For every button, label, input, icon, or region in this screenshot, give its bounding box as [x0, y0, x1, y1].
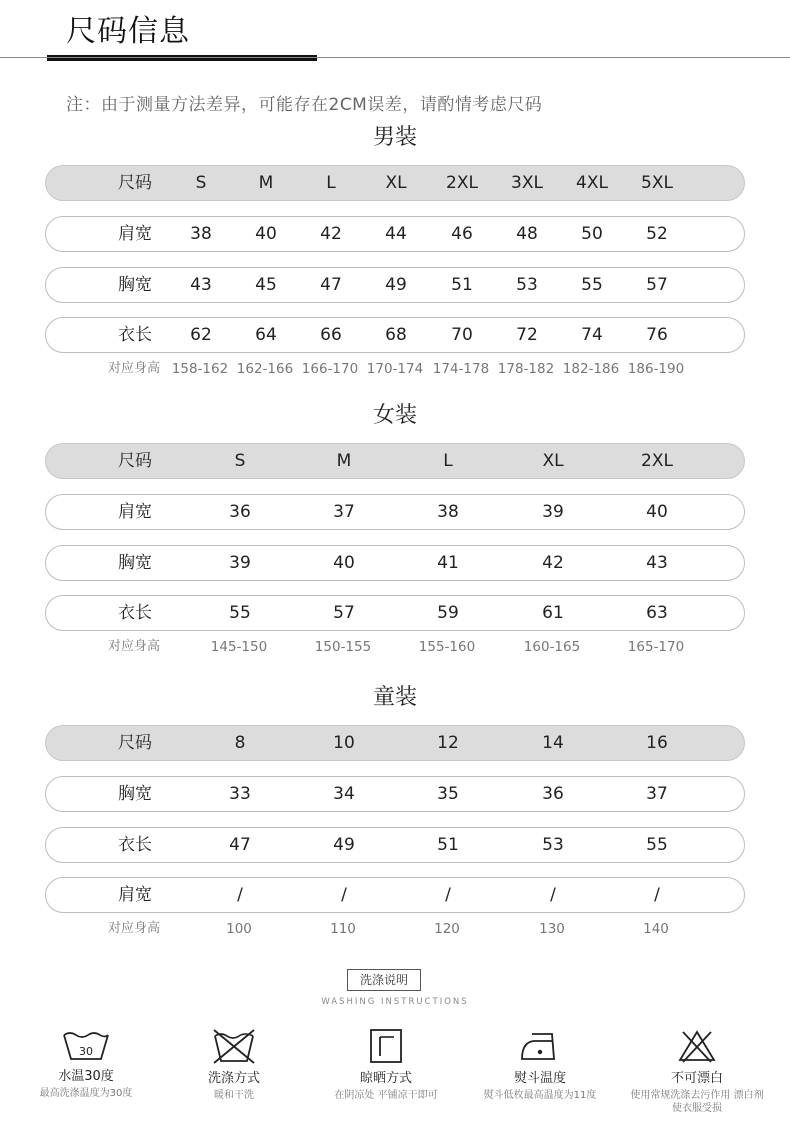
kids-size-header-row	[45, 725, 745, 761]
measure-value: 64	[255, 325, 277, 345]
care-desc: 在阴凉处 平铺凉干即可	[334, 1090, 438, 1101]
size-label: 3XL	[511, 173, 543, 193]
row-label: 衣长	[118, 603, 152, 623]
measurement-note: 注：由于测量方法差异，可能存在2CM误差，请酌情考虑尺码	[66, 95, 543, 115]
measure-value: 55	[646, 834, 668, 855]
measure-value: 39	[542, 502, 564, 522]
height-range: 155-160	[418, 639, 476, 655]
washing-instructions-label: 洗涤说明	[347, 969, 421, 991]
size-label: 2XL	[641, 451, 673, 471]
height-range: 100	[226, 921, 252, 937]
care-desc: 最高洗涤温度为30度	[39, 1088, 133, 1099]
size-label: XL	[385, 173, 407, 193]
men-measure-row	[45, 216, 745, 252]
care-title: 洗涤方式	[207, 1071, 260, 1086]
measure-value: 62	[190, 325, 212, 345]
line-dry-icon	[368, 1028, 404, 1064]
no-wash-icon	[212, 1028, 256, 1064]
men-measure-row	[45, 317, 745, 353]
size-label: 16	[646, 733, 668, 753]
divider	[0, 57, 790, 58]
washing-instructions-subtitle: WASHING INSTRUCTIONS	[321, 997, 469, 1007]
height-range: 150-155	[314, 639, 372, 655]
size-label: 4XL	[576, 173, 608, 193]
care-desc: 使用常规洗涤去污作用 漂白剂使衣服受损	[630, 1090, 764, 1114]
no-bleach-icon	[677, 1028, 717, 1064]
measure-value: 38	[190, 224, 212, 244]
measure-value: 63	[646, 603, 668, 623]
measure-value: 53	[516, 274, 538, 295]
care-item-wash-method	[164, 1028, 304, 1102]
measure-value: 47	[320, 274, 342, 295]
measure-value: 35	[437, 784, 459, 804]
care-item-dry-method	[316, 1028, 456, 1102]
measure-value: /	[237, 885, 243, 905]
row-label: 对应身高	[107, 921, 160, 936]
care-title: 水温30度	[58, 1069, 114, 1084]
height-range: 165-170	[627, 639, 685, 655]
measure-value: 44	[385, 224, 407, 244]
measure-value: /	[341, 885, 347, 905]
measure-value: 72	[516, 325, 538, 345]
care-item-iron-temp	[470, 1028, 610, 1102]
measure-value: 57	[646, 274, 668, 295]
measure-value: 40	[255, 224, 277, 244]
iron-icon	[518, 1028, 562, 1064]
size-label: 10	[333, 733, 355, 753]
size-label: M	[258, 173, 274, 193]
care-title: 晾晒方式	[359, 1071, 412, 1086]
size-label: S	[234, 451, 246, 471]
men-size-header-row	[45, 165, 745, 201]
measure-value: 49	[333, 834, 355, 855]
women-measure-row	[45, 545, 745, 581]
women-size-header-row	[45, 443, 745, 479]
measure-value: 70	[451, 325, 473, 345]
women-measure-row	[45, 494, 745, 530]
row-label: 对应身高	[107, 361, 160, 376]
measure-value: 37	[646, 784, 668, 804]
measure-value: 55	[229, 603, 251, 623]
measure-value: 34	[333, 784, 355, 804]
height-range: 145-150	[210, 639, 268, 655]
height-range: 120	[434, 921, 460, 937]
kids-measure-row	[45, 877, 745, 913]
row-label: 衣长	[118, 325, 152, 345]
men-height-row	[45, 359, 743, 379]
kids-measure-row	[45, 776, 745, 812]
measure-value: 41	[437, 552, 459, 573]
care-item-no-bleach	[627, 1028, 767, 1115]
measure-value: 66	[320, 325, 342, 345]
measure-value: /	[550, 885, 556, 905]
measure-value: 37	[333, 502, 355, 522]
kids-section-title: 童装	[372, 685, 417, 710]
row-label: 对应身高	[107, 639, 160, 654]
row-label: 胸宽	[118, 274, 152, 295]
kids-measure-row	[45, 827, 745, 863]
row-label: 胸宽	[118, 552, 152, 573]
height-range: 160-165	[523, 639, 581, 655]
row-label: 衣长	[118, 834, 152, 855]
size-label: 8	[234, 733, 246, 753]
measure-value: 61	[542, 603, 564, 623]
wash-temp-text: 30	[79, 1045, 93, 1058]
measure-value: 49	[385, 274, 407, 295]
row-label: 肩宽	[118, 502, 152, 522]
women-section-title: 女装	[372, 403, 417, 428]
care-desc: 熨斗低枚最高温度为11度	[483, 1090, 597, 1101]
measure-value: 38	[437, 502, 459, 522]
measure-value: 42	[542, 552, 564, 573]
size-label: L	[326, 173, 336, 193]
measure-value: 36	[542, 784, 564, 804]
men-section-title: 男装	[372, 125, 417, 150]
measure-value: 55	[581, 274, 603, 295]
height-range: 166-170	[301, 361, 359, 377]
height-range: 140	[643, 921, 669, 937]
washtub-30-icon	[61, 1028, 111, 1062]
men-measure-row	[45, 267, 745, 303]
height-range: 182-186	[562, 361, 620, 377]
measure-value: 45	[255, 274, 277, 295]
height-range: 174-178	[432, 361, 490, 377]
measure-value: 51	[437, 834, 459, 855]
measure-value: 51	[451, 274, 473, 295]
care-title: 不可漂白	[670, 1071, 723, 1086]
measure-value: 46	[451, 224, 473, 244]
size-label: 5XL	[641, 173, 673, 193]
women-height-row	[45, 637, 743, 657]
kids-height-row	[45, 919, 743, 939]
measure-value: 48	[516, 224, 538, 244]
measure-value: 40	[333, 552, 355, 573]
row-label: 肩宽	[118, 885, 152, 905]
care-desc: 暖和干洗	[214, 1090, 254, 1101]
measure-value: 50	[581, 224, 603, 244]
size-label: 12	[437, 733, 459, 753]
care-item-wash-temp	[16, 1028, 156, 1100]
size-label: 14	[542, 733, 564, 753]
row-label: 尺码	[118, 173, 152, 193]
measure-value: 76	[646, 325, 668, 345]
measure-value: 33	[229, 784, 251, 804]
height-range: 130	[539, 921, 565, 937]
size-label: M	[336, 451, 352, 471]
measure-value: 74	[581, 325, 603, 345]
care-title: 熨斗温度	[513, 1071, 566, 1086]
measure-value: /	[654, 885, 660, 905]
measure-value: 42	[320, 224, 342, 244]
measure-value: /	[445, 885, 451, 905]
title-underline	[47, 55, 317, 61]
measure-value: 59	[437, 603, 459, 623]
measure-value: 47	[229, 834, 251, 855]
measure-value: 68	[385, 325, 407, 345]
measure-value: 53	[542, 834, 564, 855]
measure-value: 57	[333, 603, 355, 623]
size-label: 2XL	[446, 173, 478, 193]
row-label: 尺码	[118, 451, 152, 471]
height-range: 178-182	[497, 361, 555, 377]
measure-value: 40	[646, 502, 668, 522]
size-label: XL	[542, 451, 564, 471]
row-label: 尺码	[118, 733, 152, 753]
height-range: 162-166	[236, 361, 294, 377]
measure-value: 39	[229, 552, 251, 573]
height-range: 158-162	[171, 361, 229, 377]
row-label: 肩宽	[118, 224, 152, 244]
measure-value: 43	[646, 552, 668, 573]
measure-value: 43	[190, 274, 212, 295]
height-range: 110	[330, 921, 356, 937]
height-range: 186-190	[627, 361, 685, 377]
size-label: L	[443, 451, 453, 471]
height-range: 170-174	[366, 361, 424, 377]
row-label: 胸宽	[118, 784, 152, 804]
measure-value: 52	[646, 224, 668, 244]
page-title: 尺码信息	[66, 14, 190, 49]
women-measure-row	[45, 595, 745, 631]
size-label: S	[195, 173, 207, 193]
measure-value: 36	[229, 502, 251, 522]
